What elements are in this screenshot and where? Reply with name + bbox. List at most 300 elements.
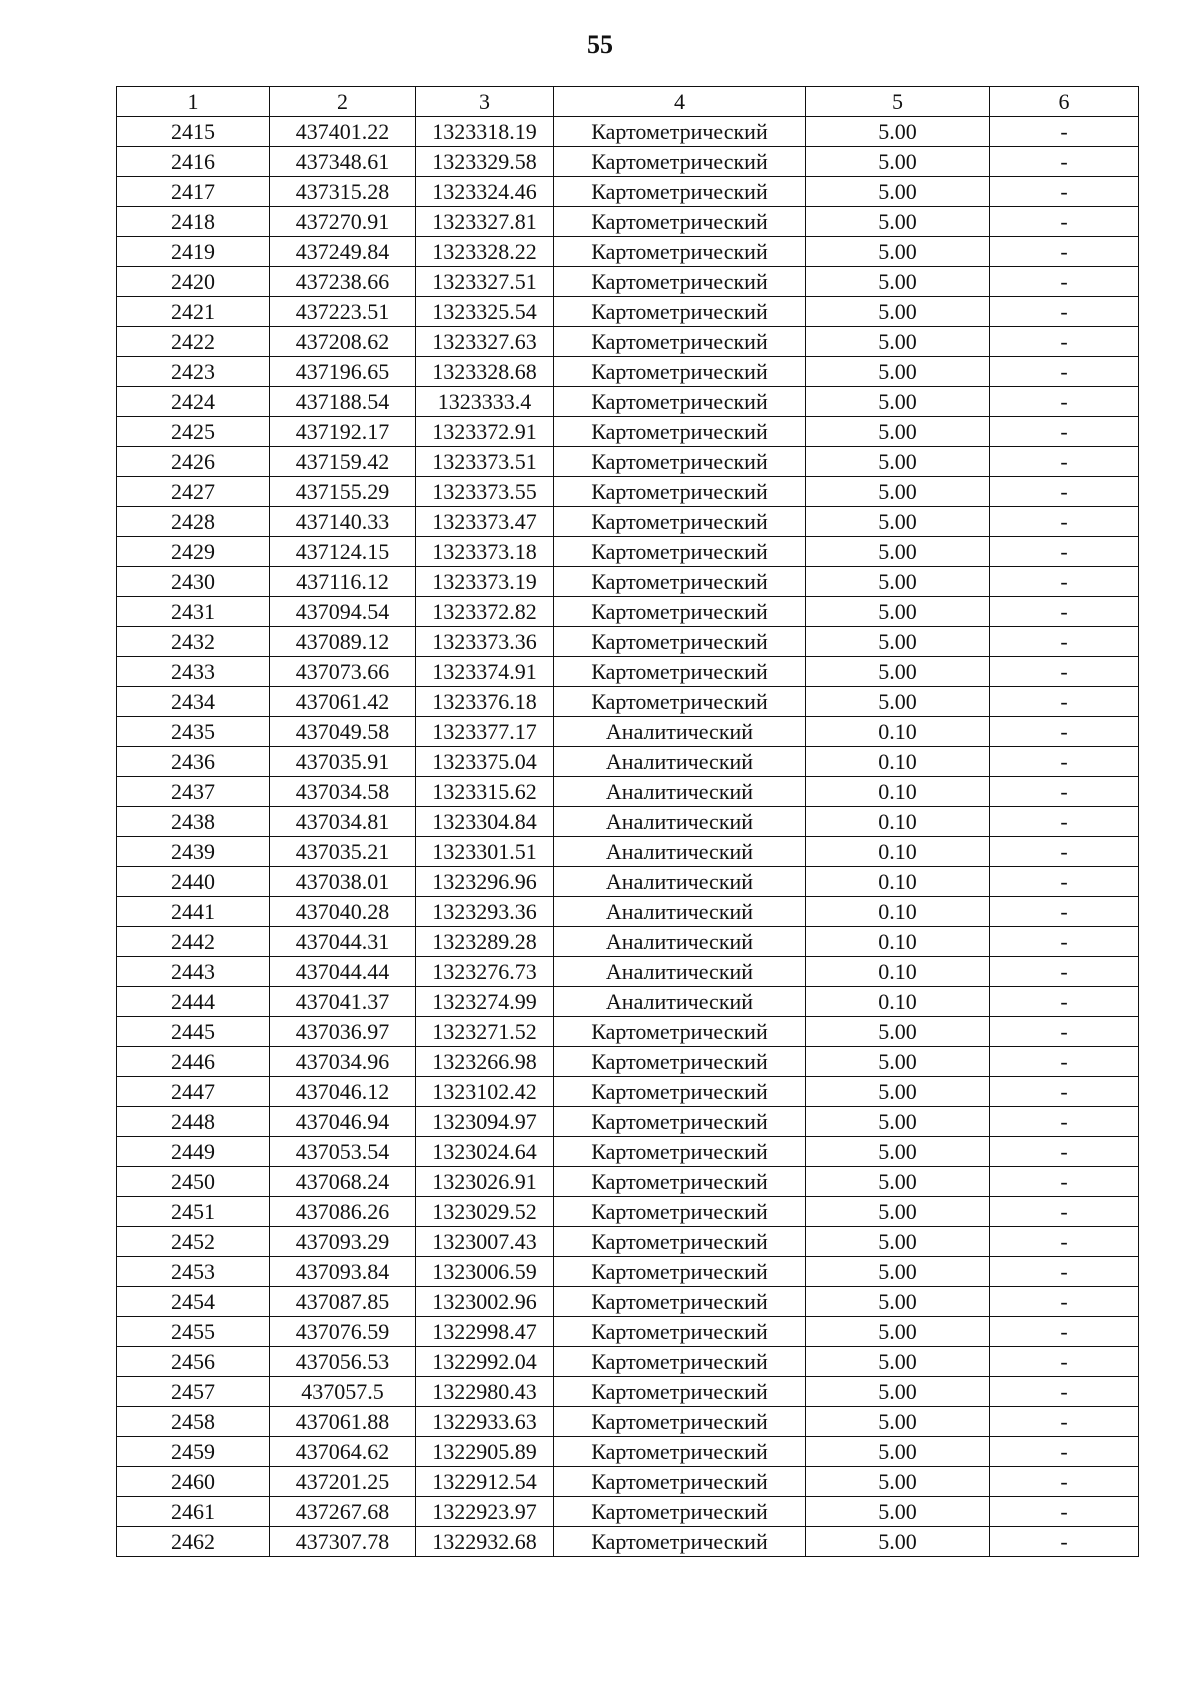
accuracy-cell: 5.00 xyxy=(806,537,990,567)
point-number-cell: 2415 xyxy=(117,117,270,147)
point-number-cell: 2432 xyxy=(117,627,270,657)
accuracy-cell: 5.00 xyxy=(806,1167,990,1197)
x-coordinate-cell: 437035.91 xyxy=(270,747,416,777)
point-number-cell: 2460 xyxy=(117,1467,270,1497)
point-number-cell: 2456 xyxy=(117,1347,270,1377)
accuracy-cell: 5.00 xyxy=(806,357,990,387)
table-row xyxy=(117,897,1139,927)
point-number-cell: 2422 xyxy=(117,327,270,357)
point-number-cell: 2427 xyxy=(117,477,270,507)
note-cell: - xyxy=(990,387,1139,417)
accuracy-cell: 5.00 xyxy=(806,1527,990,1557)
x-coordinate-cell: 437034.96 xyxy=(270,1047,416,1077)
point-number-cell: 2428 xyxy=(117,507,270,537)
y-coordinate-cell: 1323315.62 xyxy=(416,777,554,807)
method-cell: Аналитический xyxy=(554,867,806,897)
x-coordinate-cell: 437348.61 xyxy=(270,147,416,177)
method-cell: Картометрический xyxy=(554,687,806,717)
accuracy-cell: 0.10 xyxy=(806,957,990,987)
y-coordinate-cell: 1323329.58 xyxy=(416,147,554,177)
accuracy-cell: 5.00 xyxy=(806,447,990,477)
accuracy-cell: 5.00 xyxy=(806,687,990,717)
accuracy-cell: 5.00 xyxy=(806,597,990,627)
x-coordinate-cell: 437401.22 xyxy=(270,117,416,147)
note-cell: - xyxy=(990,1317,1139,1347)
table-row xyxy=(117,147,1139,177)
point-number-cell: 2441 xyxy=(117,897,270,927)
coordinates-table xyxy=(116,86,1139,1557)
accuracy-cell: 5.00 xyxy=(806,1047,990,1077)
method-cell: Картометрический xyxy=(554,1227,806,1257)
note-cell: - xyxy=(990,417,1139,447)
table-row xyxy=(117,1317,1139,1347)
note-cell: - xyxy=(990,447,1139,477)
table-row xyxy=(117,1107,1139,1137)
y-coordinate-cell: 1323296.96 xyxy=(416,867,554,897)
table-row xyxy=(117,597,1139,627)
method-cell: Картометрический xyxy=(554,447,806,477)
y-coordinate-cell: 1323325.54 xyxy=(416,297,554,327)
point-number-cell: 2431 xyxy=(117,597,270,627)
accuracy-cell: 5.00 xyxy=(806,237,990,267)
accuracy-cell: 5.00 xyxy=(806,567,990,597)
accuracy-cell: 5.00 xyxy=(806,1347,990,1377)
y-coordinate-cell: 1322923.97 xyxy=(416,1497,554,1527)
x-coordinate-cell: 437192.17 xyxy=(270,417,416,447)
method-cell: Картометрический xyxy=(554,1017,806,1047)
x-coordinate-cell: 437049.58 xyxy=(270,717,416,747)
point-number-cell: 2452 xyxy=(117,1227,270,1257)
table-row xyxy=(117,717,1139,747)
note-cell: - xyxy=(990,1527,1139,1557)
method-cell: Картометрический xyxy=(554,597,806,627)
y-coordinate-cell: 1323373.47 xyxy=(416,507,554,537)
table-row xyxy=(117,417,1139,447)
x-coordinate-cell: 437046.12 xyxy=(270,1077,416,1107)
x-coordinate-cell: 437140.33 xyxy=(270,507,416,537)
point-number-cell: 2455 xyxy=(117,1317,270,1347)
note-cell: - xyxy=(990,1077,1139,1107)
y-coordinate-cell: 1323102.42 xyxy=(416,1077,554,1107)
x-coordinate-cell: 437188.54 xyxy=(270,387,416,417)
point-number-cell: 2437 xyxy=(117,777,270,807)
point-number-cell: 2421 xyxy=(117,297,270,327)
y-coordinate-cell: 1323327.51 xyxy=(416,267,554,297)
accuracy-cell: 0.10 xyxy=(806,897,990,927)
method-cell: Аналитический xyxy=(554,717,806,747)
note-cell: - xyxy=(990,1017,1139,1047)
accuracy-cell: 5.00 xyxy=(806,657,990,687)
note-cell: - xyxy=(990,1197,1139,1227)
point-number-cell: 2439 xyxy=(117,837,270,867)
method-cell: Картометрический xyxy=(554,1077,806,1107)
table-row xyxy=(117,1167,1139,1197)
x-coordinate-cell: 437307.78 xyxy=(270,1527,416,1557)
y-coordinate-cell: 1323377.17 xyxy=(416,717,554,747)
column-header: 2 xyxy=(270,87,416,117)
x-coordinate-cell: 437116.12 xyxy=(270,567,416,597)
method-cell: Аналитический xyxy=(554,957,806,987)
table-row xyxy=(117,747,1139,777)
y-coordinate-cell: 1323373.51 xyxy=(416,447,554,477)
method-cell: Картометрический xyxy=(554,417,806,447)
column-header: 4 xyxy=(554,87,806,117)
x-coordinate-cell: 437044.31 xyxy=(270,927,416,957)
point-number-cell: 2433 xyxy=(117,657,270,687)
note-cell: - xyxy=(990,1227,1139,1257)
note-cell: - xyxy=(990,837,1139,867)
x-coordinate-cell: 437086.26 xyxy=(270,1197,416,1227)
note-cell: - xyxy=(990,1407,1139,1437)
table-row xyxy=(117,567,1139,597)
table-row xyxy=(117,537,1139,567)
x-coordinate-cell: 437093.29 xyxy=(270,1227,416,1257)
method-cell: Картометрический xyxy=(554,537,806,567)
note-cell: - xyxy=(990,1497,1139,1527)
y-coordinate-cell: 1323002.96 xyxy=(416,1287,554,1317)
x-coordinate-cell: 437094.54 xyxy=(270,597,416,627)
note-cell: - xyxy=(990,897,1139,927)
method-cell: Картометрический xyxy=(554,1047,806,1077)
x-coordinate-cell: 437208.62 xyxy=(270,327,416,357)
point-number-cell: 2442 xyxy=(117,927,270,957)
method-cell: Картометрический xyxy=(554,1377,806,1407)
point-number-cell: 2445 xyxy=(117,1017,270,1047)
accuracy-cell: 5.00 xyxy=(806,207,990,237)
x-coordinate-cell: 437044.44 xyxy=(270,957,416,987)
note-cell: - xyxy=(990,657,1139,687)
column-header: 3 xyxy=(416,87,554,117)
method-cell: Картометрический xyxy=(554,657,806,687)
accuracy-cell: 5.00 xyxy=(806,1017,990,1047)
y-coordinate-cell: 1323376.18 xyxy=(416,687,554,717)
note-cell: - xyxy=(990,177,1139,207)
y-coordinate-cell: 1323328.68 xyxy=(416,357,554,387)
accuracy-cell: 5.00 xyxy=(806,1257,990,1287)
y-coordinate-cell: 1323328.22 xyxy=(416,237,554,267)
x-coordinate-cell: 437238.66 xyxy=(270,267,416,297)
table-row xyxy=(117,957,1139,987)
table-row xyxy=(117,267,1139,297)
y-coordinate-cell: 1323373.55 xyxy=(416,477,554,507)
x-coordinate-cell: 437053.54 xyxy=(270,1137,416,1167)
note-cell: - xyxy=(990,627,1139,657)
method-cell: Картометрический xyxy=(554,1107,806,1137)
x-coordinate-cell: 437041.37 xyxy=(270,987,416,1017)
point-number-cell: 2443 xyxy=(117,957,270,987)
y-coordinate-cell: 1323375.04 xyxy=(416,747,554,777)
point-number-cell: 2448 xyxy=(117,1107,270,1137)
x-coordinate-cell: 437038.01 xyxy=(270,867,416,897)
table-row xyxy=(117,1287,1139,1317)
method-cell: Картометрический xyxy=(554,627,806,657)
note-cell: - xyxy=(990,867,1139,897)
note-cell: - xyxy=(990,207,1139,237)
table-row xyxy=(117,117,1139,147)
table-row xyxy=(117,237,1139,267)
accuracy-cell: 0.10 xyxy=(806,717,990,747)
accuracy-cell: 5.00 xyxy=(806,1437,990,1467)
point-number-cell: 2435 xyxy=(117,717,270,747)
note-cell: - xyxy=(990,807,1139,837)
method-cell: Картометрический xyxy=(554,1467,806,1497)
note-cell: - xyxy=(990,1257,1139,1287)
note-cell: - xyxy=(990,1047,1139,1077)
table-row xyxy=(117,1137,1139,1167)
note-cell: - xyxy=(990,1437,1139,1467)
point-number-cell: 2458 xyxy=(117,1407,270,1437)
method-cell: Картометрический xyxy=(554,1407,806,1437)
table-row xyxy=(117,1377,1139,1407)
note-cell: - xyxy=(990,1347,1139,1377)
accuracy-cell: 5.00 xyxy=(806,1377,990,1407)
accuracy-cell: 5.00 xyxy=(806,267,990,297)
x-coordinate-cell: 437315.28 xyxy=(270,177,416,207)
table-row xyxy=(117,207,1139,237)
point-number-cell: 2438 xyxy=(117,807,270,837)
x-coordinate-cell: 437034.81 xyxy=(270,807,416,837)
x-coordinate-cell: 437270.91 xyxy=(270,207,416,237)
y-coordinate-cell: 1323372.91 xyxy=(416,417,554,447)
note-cell: - xyxy=(990,147,1139,177)
x-coordinate-cell: 437267.68 xyxy=(270,1497,416,1527)
x-coordinate-cell: 437056.53 xyxy=(270,1347,416,1377)
method-cell: Картометрический xyxy=(554,1257,806,1287)
point-number-cell: 2451 xyxy=(117,1197,270,1227)
method-cell: Аналитический xyxy=(554,927,806,957)
table-row xyxy=(117,1077,1139,1107)
table-row xyxy=(117,867,1139,897)
y-coordinate-cell: 1322905.89 xyxy=(416,1437,554,1467)
note-cell: - xyxy=(990,747,1139,777)
y-coordinate-cell: 1323271.52 xyxy=(416,1017,554,1047)
point-number-cell: 2450 xyxy=(117,1167,270,1197)
point-number-cell: 2417 xyxy=(117,177,270,207)
accuracy-cell: 0.10 xyxy=(806,807,990,837)
note-cell: - xyxy=(990,957,1139,987)
y-coordinate-cell: 1323007.43 xyxy=(416,1227,554,1257)
note-cell: - xyxy=(990,297,1139,327)
table-header-row xyxy=(117,87,1139,117)
method-cell: Картометрический xyxy=(554,267,806,297)
y-coordinate-cell: 1323026.91 xyxy=(416,1167,554,1197)
method-cell: Картометрический xyxy=(554,1287,806,1317)
x-coordinate-cell: 437093.84 xyxy=(270,1257,416,1287)
table-row xyxy=(117,1227,1139,1257)
accuracy-cell: 5.00 xyxy=(806,507,990,537)
note-cell: - xyxy=(990,1467,1139,1497)
point-number-cell: 2420 xyxy=(117,267,270,297)
table-row xyxy=(117,627,1139,657)
x-coordinate-cell: 437064.62 xyxy=(270,1437,416,1467)
method-cell: Картометрический xyxy=(554,177,806,207)
note-cell: - xyxy=(990,927,1139,957)
point-number-cell: 2424 xyxy=(117,387,270,417)
y-coordinate-cell: 1323373.19 xyxy=(416,567,554,597)
note-cell: - xyxy=(990,687,1139,717)
table-row xyxy=(117,837,1139,867)
method-cell: Картометрический xyxy=(554,147,806,177)
note-cell: - xyxy=(990,477,1139,507)
x-coordinate-cell: 437196.65 xyxy=(270,357,416,387)
y-coordinate-cell: 1323333.4 xyxy=(416,387,554,417)
method-cell: Картометрический xyxy=(554,117,806,147)
y-coordinate-cell: 1323024.64 xyxy=(416,1137,554,1167)
x-coordinate-cell: 437201.25 xyxy=(270,1467,416,1497)
column-header: 5 xyxy=(806,87,990,117)
accuracy-cell: 5.00 xyxy=(806,327,990,357)
accuracy-cell: 5.00 xyxy=(806,1407,990,1437)
note-cell: - xyxy=(990,1287,1139,1317)
y-coordinate-cell: 1322992.04 xyxy=(416,1347,554,1377)
accuracy-cell: 5.00 xyxy=(806,627,990,657)
x-coordinate-cell: 437061.42 xyxy=(270,687,416,717)
y-coordinate-cell: 1322998.47 xyxy=(416,1317,554,1347)
point-number-cell: 2419 xyxy=(117,237,270,267)
point-number-cell: 2429 xyxy=(117,537,270,567)
table-row xyxy=(117,687,1139,717)
note-cell: - xyxy=(990,1167,1139,1197)
table-row xyxy=(117,1257,1139,1287)
method-cell: Картометрический xyxy=(554,327,806,357)
accuracy-cell: 5.00 xyxy=(806,1227,990,1257)
y-coordinate-cell: 1323293.36 xyxy=(416,897,554,927)
table-body xyxy=(117,117,1139,1557)
y-coordinate-cell: 1322980.43 xyxy=(416,1377,554,1407)
y-coordinate-cell: 1323266.98 xyxy=(416,1047,554,1077)
point-number-cell: 2453 xyxy=(117,1257,270,1287)
table-row xyxy=(117,297,1139,327)
table-row xyxy=(117,507,1139,537)
y-coordinate-cell: 1322933.63 xyxy=(416,1407,554,1437)
note-cell: - xyxy=(990,987,1139,1017)
point-number-cell: 2425 xyxy=(117,417,270,447)
y-coordinate-cell: 1323301.51 xyxy=(416,837,554,867)
method-cell: Аналитический xyxy=(554,747,806,777)
method-cell: Картометрический xyxy=(554,387,806,417)
accuracy-cell: 5.00 xyxy=(806,117,990,147)
x-coordinate-cell: 437036.97 xyxy=(270,1017,416,1047)
page-number: 55 xyxy=(587,30,613,59)
method-cell: Картометрический xyxy=(554,507,806,537)
x-coordinate-cell: 437061.88 xyxy=(270,1407,416,1437)
table-row xyxy=(117,657,1139,687)
point-number-cell: 2436 xyxy=(117,747,270,777)
table-row xyxy=(117,777,1139,807)
accuracy-cell: 5.00 xyxy=(806,1077,990,1107)
point-number-cell: 2461 xyxy=(117,1497,270,1527)
note-cell: - xyxy=(990,777,1139,807)
accuracy-cell: 5.00 xyxy=(806,387,990,417)
method-cell: Аналитический xyxy=(554,807,806,837)
accuracy-cell: 0.10 xyxy=(806,777,990,807)
point-number-cell: 2459 xyxy=(117,1437,270,1467)
point-number-cell: 2423 xyxy=(117,357,270,387)
point-number-cell: 2416 xyxy=(117,147,270,177)
table-row xyxy=(117,387,1139,417)
note-cell: - xyxy=(990,357,1139,387)
accuracy-cell: 5.00 xyxy=(806,1467,990,1497)
method-cell: Картометрический xyxy=(554,297,806,327)
table-row xyxy=(117,447,1139,477)
point-number-cell: 2446 xyxy=(117,1047,270,1077)
note-cell: - xyxy=(990,567,1139,597)
x-coordinate-cell: 437089.12 xyxy=(270,627,416,657)
y-coordinate-cell: 1323276.73 xyxy=(416,957,554,987)
method-cell: Картометрический xyxy=(554,1497,806,1527)
accuracy-cell: 5.00 xyxy=(806,147,990,177)
point-number-cell: 2430 xyxy=(117,567,270,597)
table-row xyxy=(117,1047,1139,1077)
method-cell: Картометрический xyxy=(554,1527,806,1557)
method-cell: Картометрический xyxy=(554,1437,806,1467)
table-row xyxy=(117,1407,1139,1437)
accuracy-cell: 5.00 xyxy=(806,1317,990,1347)
table-row xyxy=(117,927,1139,957)
accuracy-cell: 5.00 xyxy=(806,177,990,207)
table-row xyxy=(117,477,1139,507)
accuracy-cell: 5.00 xyxy=(806,417,990,447)
y-coordinate-cell: 1323327.81 xyxy=(416,207,554,237)
column-header: 6 xyxy=(990,87,1139,117)
table-row xyxy=(117,1527,1139,1557)
note-cell: - xyxy=(990,507,1139,537)
point-number-cell: 2426 xyxy=(117,447,270,477)
y-coordinate-cell: 1323304.84 xyxy=(416,807,554,837)
accuracy-cell: 5.00 xyxy=(806,1137,990,1167)
method-cell: Аналитический xyxy=(554,987,806,1017)
note-cell: - xyxy=(990,537,1139,567)
table-row xyxy=(117,1017,1139,1047)
note-cell: - xyxy=(990,1107,1139,1137)
accuracy-cell: 0.10 xyxy=(806,747,990,777)
x-coordinate-cell: 437040.28 xyxy=(270,897,416,927)
table-row xyxy=(117,1497,1139,1527)
note-cell: - xyxy=(990,1137,1139,1167)
accuracy-cell: 0.10 xyxy=(806,867,990,897)
point-number-cell: 2444 xyxy=(117,987,270,1017)
point-number-cell: 2454 xyxy=(117,1287,270,1317)
method-cell: Картометрический xyxy=(554,1137,806,1167)
accuracy-cell: 5.00 xyxy=(806,297,990,327)
method-cell: Аналитический xyxy=(554,837,806,867)
y-coordinate-cell: 1323289.28 xyxy=(416,927,554,957)
x-coordinate-cell: 437073.66 xyxy=(270,657,416,687)
method-cell: Картометрический xyxy=(554,357,806,387)
y-coordinate-cell: 1322912.54 xyxy=(416,1467,554,1497)
note-cell: - xyxy=(990,237,1139,267)
method-cell: Аналитический xyxy=(554,777,806,807)
y-coordinate-cell: 1323094.97 xyxy=(416,1107,554,1137)
y-coordinate-cell: 1323006.59 xyxy=(416,1257,554,1287)
x-coordinate-cell: 437035.21 xyxy=(270,837,416,867)
x-coordinate-cell: 437159.42 xyxy=(270,447,416,477)
x-coordinate-cell: 437076.59 xyxy=(270,1317,416,1347)
note-cell: - xyxy=(990,1377,1139,1407)
method-cell: Картометрический xyxy=(554,1347,806,1377)
note-cell: - xyxy=(990,117,1139,147)
x-coordinate-cell: 437124.15 xyxy=(270,537,416,567)
x-coordinate-cell: 437046.94 xyxy=(270,1107,416,1137)
table-row xyxy=(117,987,1139,1017)
method-cell: Картометрический xyxy=(554,1317,806,1347)
table-row xyxy=(117,1467,1139,1497)
y-coordinate-cell: 1323372.82 xyxy=(416,597,554,627)
method-cell: Картометрический xyxy=(554,207,806,237)
column-header: 1 xyxy=(117,87,270,117)
y-coordinate-cell: 1322932.68 xyxy=(416,1527,554,1557)
table-row xyxy=(117,177,1139,207)
